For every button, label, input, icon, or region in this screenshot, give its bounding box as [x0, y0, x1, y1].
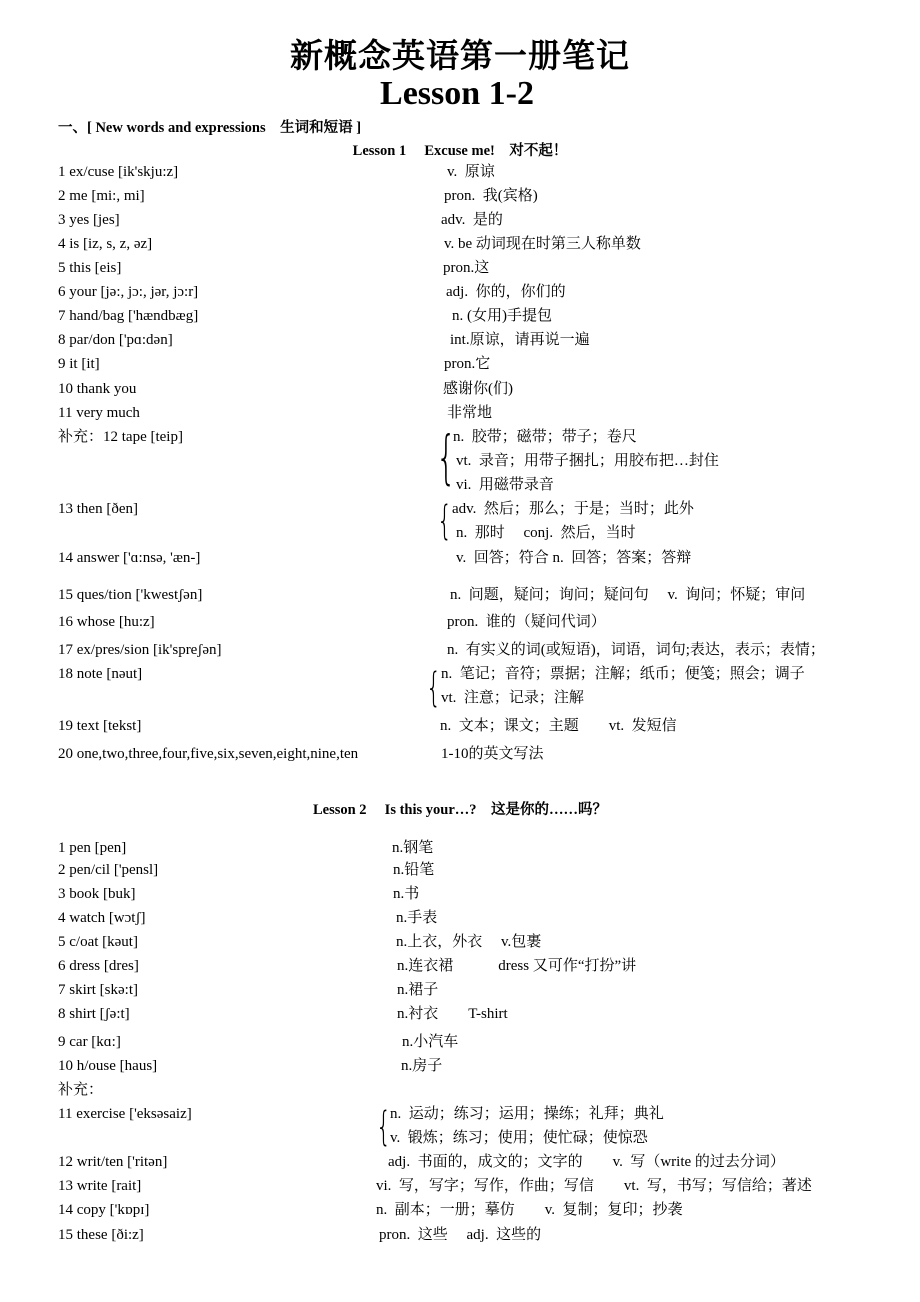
word-meaning: n.钢笔	[392, 840, 434, 856]
lesson1-heading: Lesson 1 Excuse me! 对不起！	[352, 143, 568, 159]
word-entry: 13 then [ðen]	[58, 501, 138, 517]
word-meaning: n. 问题，疑问；询问；疑问句 v. 询问；怀疑；审问	[450, 587, 806, 603]
word-entry: 6 dress [dres]	[58, 958, 139, 974]
word-meaning: n. (女用)手提包	[452, 308, 552, 324]
word-meaning: n.房子	[401, 1058, 443, 1074]
word-entry: 11 exercise ['eksəsaiz]	[58, 1106, 192, 1122]
word-meaning: v. 锻炼；练习；使用；使忙碌；使惊恐	[390, 1130, 648, 1146]
word-meaning: vi. 用磁带录音	[456, 477, 554, 493]
word-entry: 10 h/ouse [haus]	[58, 1058, 158, 1074]
word-meaning: n. 文本；课文；主题 vt. 发短信	[440, 718, 677, 734]
word-entry: 11 very much	[58, 405, 140, 421]
word-entry: 4 watch [wɔtʃ]	[58, 910, 146, 926]
word-meaning: n.小汽车	[402, 1034, 459, 1050]
word-entry: 1 ex/cuse [ik'skju:z]	[58, 164, 179, 180]
section-heading: 一、[ New words and expressions 生词和短语 ]	[58, 120, 362, 136]
word-entry: 5 this [eis]	[58, 260, 122, 276]
word-entry: 5 c/oat [kəut]	[58, 934, 138, 950]
word-meaning: pron. 谁的（疑问代词）	[447, 614, 606, 630]
word-meaning: n. 副本；一册；摹仿 v. 复制；复印；抄袭	[376, 1202, 683, 1218]
lesson2-heading: Lesson 2 Is this your…? 这是你的……吗？	[312, 802, 608, 818]
word-entry: 3 book [buk]	[58, 886, 136, 902]
word-entry: 18 note [nəut]	[58, 666, 143, 682]
word-entry: 9 it [it]	[58, 356, 100, 372]
word-entry: 14 copy ['kɒpɪ]	[58, 1202, 150, 1218]
word-entry: 19 text [tekst]	[58, 718, 142, 734]
word-meaning: adv. 然后；那么；于是；当时；此外	[452, 501, 694, 517]
word-entry: 4 is [iz, s, z, əz]	[58, 236, 153, 252]
word-meaning: n.书	[393, 886, 420, 902]
brace-icon: {	[436, 423, 457, 491]
page-subtitle: Lesson 1-2	[380, 75, 534, 112]
word-entry: 9 car [kɑ:]	[58, 1034, 121, 1050]
word-entry: 2 pen/cil ['pensl]	[58, 862, 159, 878]
word-entry: 20 one,two,three,four,five,six,seven,eight,nine,ten	[58, 746, 359, 762]
word-meaning: 感谢你(们)	[443, 381, 513, 397]
word-meaning: n.铅笔	[393, 862, 435, 878]
word-entry: 17 ex/pres/sion [ik'spreʃən]	[58, 642, 222, 658]
word-meaning: 非常地	[447, 405, 493, 421]
word-meaning: v. 回答；符合 n. 回答；答案；答辩	[456, 550, 692, 566]
word-entry: 7 skirt [skə:t]	[58, 982, 138, 998]
word-meaning: v. be 动词现在时第三人称单数	[444, 236, 641, 252]
word-meaning: adj. 你的，你们的	[446, 284, 566, 300]
word-entry: 8 par/don ['pɑ:dən]	[58, 332, 173, 348]
word-meaning: n. 胶带；磁带；带子；卷尺	[453, 429, 637, 445]
word-meaning: v. 原谅	[447, 164, 495, 180]
word-meaning: n. 有实义的词(或短语)，词语，词句;表达，表示；表情；	[447, 642, 825, 658]
word-meaning: pron. 我(宾格)	[444, 188, 538, 204]
word-meaning: n. 那时 conj. 然后，当时	[456, 525, 636, 541]
word-entry: 3 yes [jes]	[58, 212, 120, 228]
word-entry: 15 ques/tion ['kwestʃən]	[58, 587, 203, 603]
word-meaning: 1-10的英文写法	[441, 746, 544, 762]
word-meaning: n.衬衣 T-shirt	[397, 1006, 508, 1022]
word-meaning: int.原谅，请再说一遍	[450, 332, 590, 348]
brace-icon: {	[376, 1104, 392, 1150]
word-meaning: n.裙子	[397, 982, 439, 998]
word-meaning: vi. 写，写字；写作，作曲；写信 vt. 写，书写；写信给；著述	[376, 1178, 812, 1194]
word-meaning: vt. 录音；用带子捆扎；用胶布把…封住	[456, 453, 719, 469]
page-title: 新概念英语第一册笔记	[290, 36, 630, 75]
word-entry: 1 pen [pen]	[58, 840, 127, 856]
word-entry: 16 whose [hu:z]	[58, 614, 155, 630]
brace-icon: {	[437, 498, 453, 544]
word-meaning: n.手表	[396, 910, 438, 926]
word-meaning: n.上衣，外衣 v.包裹	[396, 934, 542, 950]
word-meaning: adj. 书面的，成文的；文字的 v. 写（write 的过去分词）	[388, 1154, 785, 1170]
word-meaning: vt. 注意；记录；注解	[441, 690, 584, 706]
word-meaning: pron. 这些 adj. 这些的	[379, 1227, 542, 1243]
word-entry: 15 these [ði:z]	[58, 1227, 144, 1243]
word-entry: 2 me [mi:, mi]	[58, 188, 145, 204]
word-entry: 10 thank you	[58, 381, 137, 397]
word-entry: 14 answer ['ɑ:nsə, 'æn-]	[58, 550, 201, 566]
word-meaning: n.连衣裙 dress 又可作“打扮”讲	[397, 958, 637, 974]
word-meaning: n. 笔记；音符；票据；注解；纸币；便笺；照会；调子	[441, 666, 805, 682]
word-meaning: pron.它	[444, 356, 491, 372]
word-entry: 6 your [jə:, jɔ:, jər, jɔ:r]	[58, 284, 199, 300]
word-entry: 8 shirt [ʃə:t]	[58, 1006, 130, 1022]
word-entry: 补充：12 tape [teip]	[58, 429, 183, 445]
word-entry: 13 write [rait]	[58, 1178, 142, 1194]
word-entry: 7 hand/bag ['hændbæg]	[58, 308, 199, 324]
word-entry: 补充：	[58, 1082, 104, 1098]
word-meaning: n. 运动；练习；运用；操练；礼拜；典礼	[390, 1106, 664, 1122]
word-meaning: pron.这	[443, 260, 490, 276]
word-entry: 12 writ/ten ['ritən]	[58, 1154, 168, 1170]
word-meaning: adv. 是的	[441, 212, 503, 228]
brace-icon: {	[426, 665, 442, 711]
